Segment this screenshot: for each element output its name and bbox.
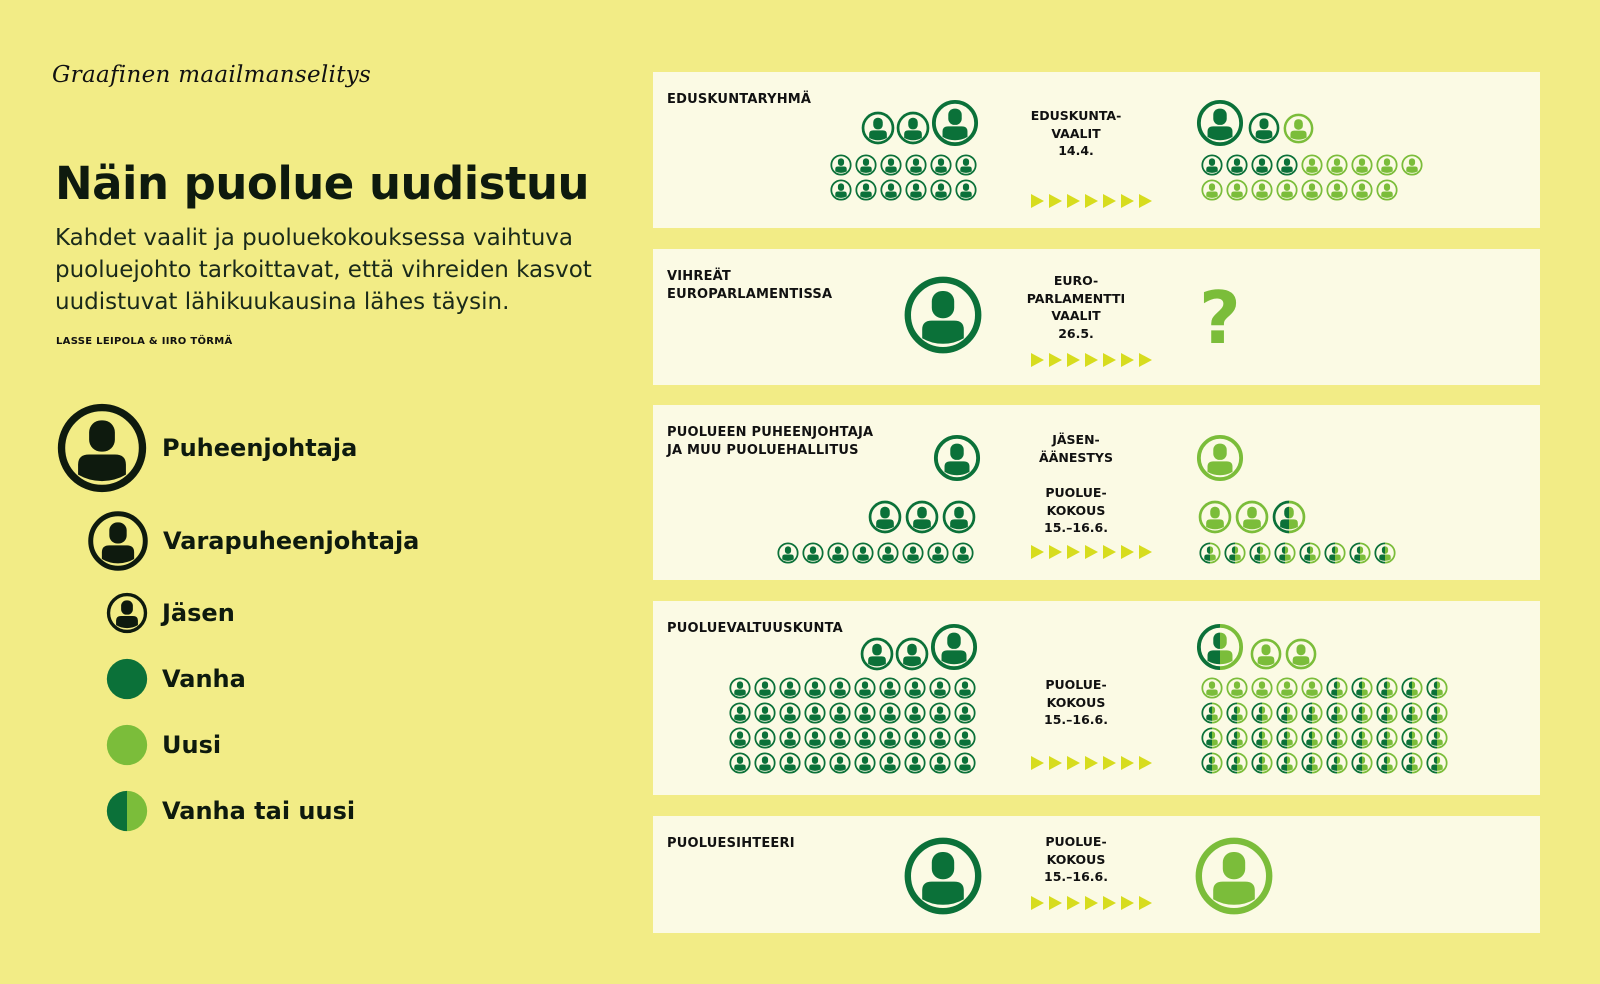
vice-chair-icon — [896, 111, 930, 145]
panel-eduskuntaryhma — [653, 72, 1540, 228]
member-icon — [804, 727, 826, 749]
member-icon — [1374, 542, 1396, 564]
panel-puoluevaltuuskunta — [653, 601, 1540, 795]
member-icon — [904, 752, 926, 774]
member-icon — [1226, 179, 1248, 201]
legend-item-vice-chair — [87, 510, 419, 572]
panel-europarlamentti — [653, 249, 1540, 385]
member-icon — [804, 752, 826, 774]
member-icon — [829, 727, 851, 749]
member-icon — [779, 727, 801, 749]
vice-chair-icon — [1235, 500, 1269, 534]
legend-label-member: Jäsen — [162, 599, 235, 627]
byline: LASSE LEIPOLA & IIRO TÖRMÄ — [56, 336, 233, 347]
member-icon — [1376, 677, 1398, 699]
panel-label: PUOLUEVALTUUSKUNTA — [667, 621, 843, 636]
member-icon — [904, 702, 926, 724]
legend-item-chair — [56, 402, 357, 494]
member-icon — [779, 752, 801, 774]
member-icon — [1326, 179, 1348, 201]
member-icon — [1326, 677, 1348, 699]
legend-item-old — [106, 658, 246, 700]
member-icon — [1351, 727, 1373, 749]
member-icon — [829, 702, 851, 724]
member-icon — [1201, 752, 1223, 774]
vice-chair-icon — [1198, 500, 1232, 534]
member-icon — [1426, 727, 1448, 749]
member-icon — [1301, 179, 1323, 201]
member-icon — [880, 154, 902, 176]
member-icon — [1351, 752, 1373, 774]
member-icon — [1251, 179, 1273, 201]
member-icon — [1251, 702, 1273, 724]
member-icon — [779, 702, 801, 724]
member-icon — [955, 154, 977, 176]
member-icon — [1426, 677, 1448, 699]
member-icon — [1274, 542, 1296, 564]
vice-chair-icon — [860, 637, 894, 671]
member-icon — [1326, 727, 1348, 749]
brand-signature: Graafinen maailmanselitys — [52, 62, 372, 88]
transition-arrows — [1031, 895, 1156, 911]
member-icon — [827, 542, 849, 564]
member-icon — [754, 702, 776, 724]
mep-icon — [903, 275, 983, 355]
page-title: Näin puolue uudistuu — [55, 157, 590, 210]
member-icon — [1301, 752, 1323, 774]
member-icon — [777, 542, 799, 564]
member-icon — [904, 677, 926, 699]
member-icon — [1251, 677, 1273, 699]
member-icon — [779, 677, 801, 699]
legend-item-new — [106, 724, 221, 766]
member-icon — [929, 677, 951, 699]
event-label: EDUSKUNTA- VAALIT 14.4. — [1030, 108, 1122, 158]
member-icon — [729, 727, 751, 749]
member-icon — [1401, 752, 1423, 774]
member-icon — [1401, 154, 1423, 176]
member-icon — [1401, 677, 1423, 699]
member-icon — [954, 702, 976, 724]
member-icon — [927, 542, 949, 564]
member-icon — [955, 179, 977, 201]
member-icon — [1276, 179, 1298, 201]
vice-chair-icon — [1272, 500, 1306, 534]
legend-label-new: Uusi — [162, 731, 222, 759]
secretary-icon — [903, 836, 983, 916]
member-icon — [880, 179, 902, 201]
member-icon — [754, 752, 776, 774]
member-icon — [854, 727, 876, 749]
member-icon — [1226, 702, 1248, 724]
member-icon — [929, 702, 951, 724]
member-icon — [879, 677, 901, 699]
member-icon — [1324, 542, 1346, 564]
chair-icon — [933, 434, 981, 482]
event-label-jasenaanestys: JÄSEN- ÄÄNESTYS — [1039, 432, 1113, 465]
legend-item-member — [106, 592, 235, 634]
member-icon — [929, 752, 951, 774]
member-icon — [1226, 752, 1248, 774]
chair-person-icon — [56, 402, 148, 494]
member-icon — [854, 702, 876, 724]
member-icon — [930, 179, 952, 201]
vice-chair-icon — [868, 500, 902, 534]
member-icon — [1326, 752, 1348, 774]
member-icon — [1401, 702, 1423, 724]
member-icon — [1301, 677, 1323, 699]
old-dot-icon — [106, 658, 148, 700]
member-icon — [1376, 702, 1398, 724]
lede-text: Kahdet vaalit ja puoluekokouksessa vaihtuva puoluejohto tarkoittavat, että vihreiden kasvot uudistuvat lähikuukausina lähes täysin. — [55, 225, 592, 315]
member-icon — [1299, 542, 1321, 564]
member-icon — [1326, 702, 1348, 724]
member-icon — [729, 752, 751, 774]
member-icon — [1376, 179, 1398, 201]
member-icon — [1199, 542, 1221, 564]
member-icon — [854, 677, 876, 699]
member-icon — [1251, 752, 1273, 774]
legend-label-chair: Puheenjohtaja — [162, 434, 358, 462]
member-icon — [1276, 154, 1298, 176]
member-icon — [1249, 542, 1271, 564]
vice-chair-icon — [905, 500, 939, 534]
member-icon — [1201, 154, 1223, 176]
vice-chair-icon — [895, 637, 929, 671]
vice-chair-icon — [1283, 113, 1314, 144]
member-icon — [879, 702, 901, 724]
member-icon — [929, 727, 951, 749]
member-icon — [802, 542, 824, 564]
member-icon — [1301, 727, 1323, 749]
panel-label: EDUSKUNTARYHMÄ — [667, 92, 812, 107]
member-icon — [1301, 702, 1323, 724]
panel-label: PUOLUESIHTEERI — [667, 836, 795, 851]
member-person-icon — [106, 592, 148, 634]
member-icon — [804, 702, 826, 724]
member-icon — [1276, 727, 1298, 749]
vice-chair-icon — [1248, 112, 1280, 144]
member-icon — [1351, 154, 1373, 176]
member-icon — [1426, 752, 1448, 774]
member-icon — [829, 677, 851, 699]
member-icon — [905, 154, 927, 176]
member-icon — [1376, 154, 1398, 176]
vice-chair-icon — [861, 111, 895, 145]
member-icon — [1401, 727, 1423, 749]
member-icon — [1201, 727, 1223, 749]
chair-icon — [1196, 434, 1244, 482]
member-icon — [879, 752, 901, 774]
vice-chair-icon — [1250, 638, 1282, 670]
member-icon — [1251, 154, 1273, 176]
member-icon — [852, 542, 874, 564]
member-icon — [729, 702, 751, 724]
member-icon — [754, 677, 776, 699]
event-label-puoluekokous: PUOLUE- KOKOUS 15.–16.6. — [1044, 485, 1108, 535]
chair-icon — [930, 623, 978, 671]
member-icon — [930, 154, 952, 176]
legend-label-old: Vanha — [162, 665, 246, 693]
vice-chair-person-icon — [87, 510, 149, 572]
member-icon — [1349, 542, 1371, 564]
member-icon — [954, 752, 976, 774]
member-icon — [1376, 727, 1398, 749]
member-icon — [1201, 179, 1223, 201]
legend-item-old-or-new — [106, 790, 355, 832]
member-icon — [855, 179, 877, 201]
member-icon — [1376, 752, 1398, 774]
member-icon — [855, 154, 877, 176]
member-icon — [1301, 154, 1323, 176]
chair-icon — [931, 99, 979, 147]
transition-arrows — [1031, 352, 1156, 368]
vice-chair-icon — [942, 500, 976, 534]
member-icon — [830, 179, 852, 201]
legend-label-old-or-new: Vanha tai uusi — [162, 797, 356, 825]
member-icon — [1201, 702, 1223, 724]
transition-arrows — [1031, 544, 1156, 560]
panel-puoluehallitus — [653, 405, 1540, 580]
member-icon — [729, 677, 751, 699]
member-icon — [877, 542, 899, 564]
member-icon — [905, 179, 927, 201]
new-dot-icon — [106, 724, 148, 766]
event-label: PUOLUE- KOKOUS 15.–16.6. — [1044, 834, 1108, 884]
member-icon — [830, 154, 852, 176]
member-icon — [754, 727, 776, 749]
member-icon — [1201, 677, 1223, 699]
member-icon — [1351, 702, 1373, 724]
old-or-new-dot-icon — [106, 790, 148, 832]
member-icon — [1226, 677, 1248, 699]
member-icon — [952, 542, 974, 564]
member-icon — [954, 677, 976, 699]
member-icon — [1276, 702, 1298, 724]
member-icon — [1226, 727, 1248, 749]
vice-chair-icon — [1285, 638, 1317, 670]
transition-arrows — [1031, 755, 1156, 771]
member-icon — [1226, 154, 1248, 176]
member-icon — [902, 542, 924, 564]
member-icon — [804, 677, 826, 699]
legend-label-vice-chair: Varapuheenjohtaja — [163, 527, 420, 555]
unknown-question-mark: ? — [1199, 276, 1241, 360]
member-icon — [1426, 702, 1448, 724]
member-icon — [829, 752, 851, 774]
member-icon — [1276, 677, 1298, 699]
member-icon — [1276, 752, 1298, 774]
member-icon — [1251, 727, 1273, 749]
panel-puoluesihteeri — [653, 816, 1540, 933]
member-icon — [1351, 677, 1373, 699]
panel-label: VIHREÄT EUROPARLAMENTISSA — [667, 269, 833, 302]
member-icon — [904, 727, 926, 749]
panel-label: PUOLUEEN PUHEENJOHTAJA JA MUU PUOLUEHALLITUS — [667, 425, 874, 458]
member-icon — [1224, 542, 1246, 564]
chair-icon — [1196, 623, 1244, 671]
event-label: PUOLUE- KOKOUS 15.–16.6. — [1044, 677, 1108, 727]
transition-arrows — [1031, 193, 1156, 209]
event-label: EURO- PARLAMENTTI VAALIT 26.5. — [1026, 273, 1126, 341]
member-icon — [1351, 179, 1373, 201]
member-icon — [954, 727, 976, 749]
member-icon — [879, 727, 901, 749]
chair-icon — [1196, 99, 1244, 147]
secretary-icon — [1194, 836, 1274, 916]
member-icon — [1326, 154, 1348, 176]
member-icon — [854, 752, 876, 774]
